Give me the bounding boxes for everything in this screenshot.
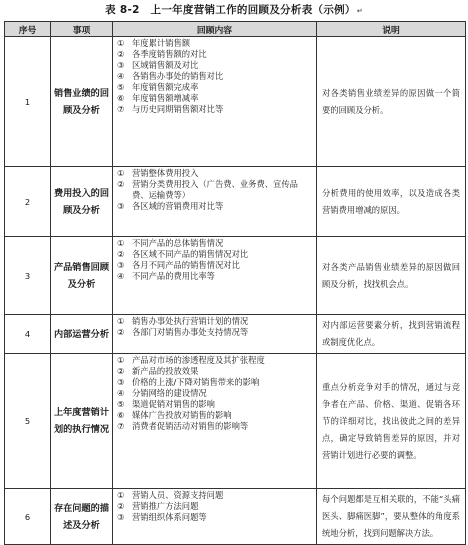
row-item: 内部运营分析 [51,315,113,354]
row-number: 2 [5,167,51,237]
content-item [117,38,314,49]
content-item-text: 销售办事处执行营销计划的情况 [132,316,249,326]
row-item: 存在问题的描述及分析 [51,489,113,545]
content-item-number: ⑥ [117,93,125,103]
content-item-text: 产品对市场的渗透程度及其扩张程度 [132,355,265,365]
content-item [117,71,314,82]
review-table [4,21,466,545]
table-body [5,37,466,545]
content-item-number: ③ [117,60,125,70]
row-content [113,167,317,237]
content-item-number: ③ [117,377,125,387]
table-row [5,37,466,167]
content-item [117,421,314,432]
content-item-text: 年度销售额增减率 [132,93,199,103]
content-item-text: 营销推广方法问题 [132,501,199,511]
content-item-number: ① [117,38,125,48]
row-item: 销售业绩的回顾及分析 [51,37,113,167]
table-row [5,354,466,489]
table-row [5,489,466,545]
content-item [117,271,314,282]
content-item [117,377,314,388]
content-item [117,512,314,523]
content-item-number: ③ [117,260,125,270]
content-item [117,260,314,271]
table-row [5,167,466,237]
content-item-text: 各销售办事处的销售对比 [132,71,224,81]
content-item-number: ② [117,249,125,259]
content-item-text: 各季度销售额的对比 [132,49,207,59]
row-content [113,354,317,489]
content-item-number: ④ [117,71,125,81]
header-no: 序号 [5,22,51,37]
content-item [117,104,314,115]
header-content: 回顾内容 [113,22,317,37]
content-item-number: ① [117,316,125,326]
row-number: 4 [5,315,51,354]
content-item-number: ② [117,49,125,59]
paragraph-mark-icon: ↵ [356,7,363,15]
content-item-text: 消费者促销活动对销售的影响等 [132,421,249,431]
content-item-text: 各部门对销售办事处支持情况等 [132,327,249,337]
row-item: 费用投入的回顾及分析 [51,167,113,237]
table-row [5,315,466,354]
table-row [5,237,466,315]
content-item [117,168,314,179]
row-number: 5 [5,354,51,489]
content-item [117,316,314,327]
content-item-text: 年度销售额完成率 [132,82,199,92]
content-item-text: 各月不同产品的销售情况对比 [132,260,240,270]
content-item-text: 与历史同期销售额对比等 [132,104,224,114]
content-item-text: 营销组织体系问题等 [132,512,207,522]
content-item [117,179,314,201]
content-item-text: 各区域不同产品的销售情况对比 [132,249,249,259]
header-row [5,22,466,37]
content-item-number: ① [117,168,125,178]
header-item: 事项 [51,22,113,37]
content-item-number: ② [117,179,125,189]
content-item-text: 不同产品的费用比率等 [132,271,215,281]
content-item [117,49,314,60]
row-description: 重点分析竞争对手的情况，通过与竞争者在产品、价格、渠道、促销各环节的详细对比，找出彼此之间的差异点，确定导致销售差异的原因，并对营销计划进行必要的调整。 [317,354,466,489]
content-item [117,366,314,377]
content-item-number: ⑦ [117,104,125,114]
row-content [113,237,317,315]
content-item-number: ② [117,501,125,511]
content-item-number: ④ [117,271,125,281]
content-item-number: ② [117,366,125,376]
row-item: 产品销售回顾及分析 [51,237,113,315]
content-item [117,82,314,93]
row-description: 对各类销售业绩差异的原因做一个简要的回顾及分析。 [317,37,466,167]
row-number: 1 [5,37,51,167]
content-item [117,60,314,71]
row-content [113,315,317,354]
content-item-number: ⑤ [117,399,125,409]
content-item-text: 媒体广告投放对销售的影响 [132,410,232,420]
content-item-text: 营销分类费用投入（广告费、业务费、宣传品费、运输费等） [132,179,298,200]
content-item-number: ② [117,327,125,337]
content-item-text: 价格的上涨/下降对销售带来的影响 [132,377,260,387]
content-item-text: 渠道促销对销售的影响 [132,399,215,409]
content-item-text: 营销人员、资源支持问题 [132,490,224,500]
table-title [0,2,468,19]
row-description: 分析费用的使用效率，以及造成各类营销费用增减的原因。 [317,167,466,237]
row-number: 6 [5,489,51,545]
content-item-number: ⑤ [117,82,125,92]
content-item-text: 营销整体费用投入 [132,168,199,178]
row-content [113,37,317,167]
content-item-number: ③ [117,512,125,522]
content-item [117,93,314,104]
content-item-number: ① [117,238,125,248]
row-number: 3 [5,237,51,315]
content-item [117,399,314,410]
content-item [117,327,314,338]
content-item-text: 区域销售额及对比 [132,60,199,70]
content-item-text: 年度累计销售额 [132,38,191,48]
content-item [117,238,314,249]
content-item-number: ⑦ [117,421,125,431]
row-content [113,489,317,545]
table-title-text: 表 8-2 上一年度营销工作的回顾及分析表（示例） [105,4,356,16]
content-item-number: ① [117,490,125,500]
row-description: 对内部运营要素分析，找到营销流程或制度优化点。 [317,315,466,354]
content-item-number: ④ [117,388,125,398]
content-item [117,388,314,399]
content-item-text: 分销网络的建设情况 [132,388,207,398]
content-item-number: ① [117,355,125,365]
content-item-text: 新产品的投放效果 [132,366,199,376]
content-item [117,201,314,212]
header-desc: 说明 [317,22,466,37]
row-item: 上年度营销计划的执行情况 [51,354,113,489]
content-item-number: ⑥ [117,410,125,420]
row-description: 每个问题都是互相关联的，不能“头痛医头、脚痛医脚”，要从整体的角度系统地分析，找到问题解决方法。 [317,489,466,545]
content-item [117,490,314,501]
content-item-number: ③ [117,201,125,211]
content-item [117,410,314,421]
row-description: 对各类产品销售业绩差异的原因做回顾及分析，找找机会点。 [317,237,466,315]
content-item-text: 不同产品的总体销售情况 [132,238,224,248]
content-item [117,501,314,512]
content-item-text: 各区域的营销费用对比等 [132,201,224,211]
content-item [117,249,314,260]
content-item [117,355,314,366]
